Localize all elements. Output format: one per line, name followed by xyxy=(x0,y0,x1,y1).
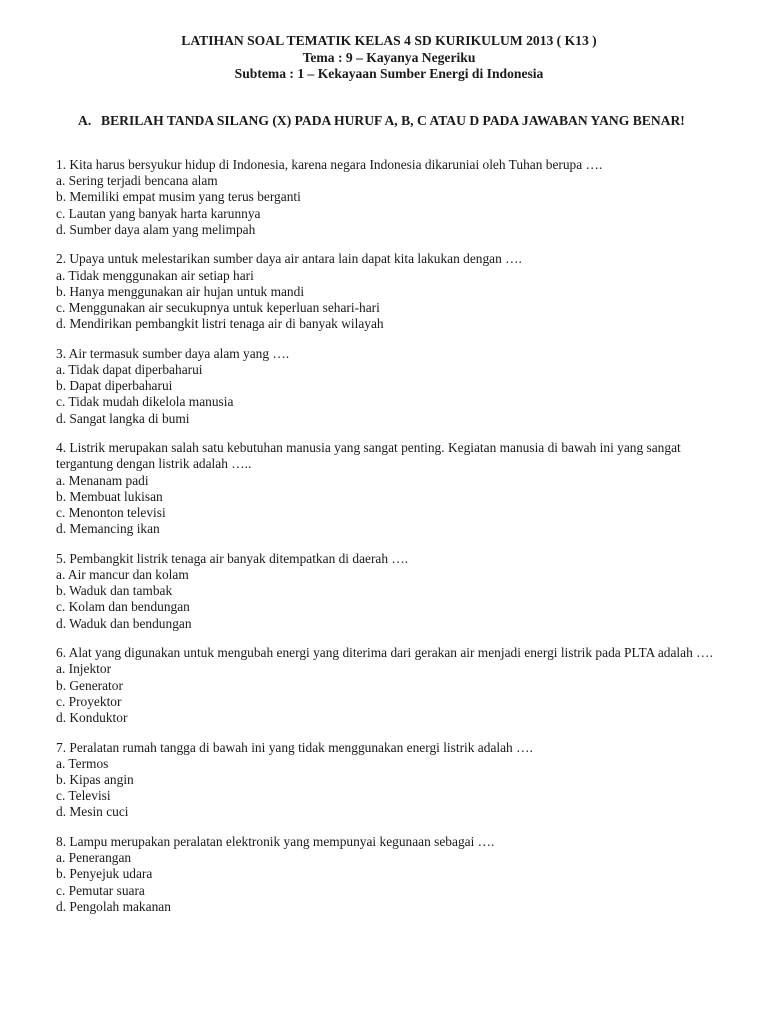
answer-option: c. Tidak mudah dikelola manusia xyxy=(56,394,234,410)
instruction-text: BERILAH TANDA SILANG (X) PADA HURUF A, B, C ATAU D PADA JAWABAN YANG BENAR! xyxy=(101,113,685,128)
answer-option: b. Dapat diperbaharui xyxy=(56,378,173,394)
answer-option: c. Proyektor xyxy=(56,693,122,709)
question-text: 3. Air termasuk sumber daya alam yang …. xyxy=(56,345,290,361)
answer-option: b. Hanya menggunakan air hujan untuk mandi xyxy=(56,283,305,299)
answer-option: a. Sering terjadi bencana alam xyxy=(56,173,218,189)
question-text: 5. Pembangkit listrik tenaga air banyak ditempatkan di daerah …. xyxy=(56,550,409,566)
answer-option: c. Lautan yang banyak harta karunnya xyxy=(56,205,261,221)
answer-option: c. Televisi xyxy=(56,788,111,804)
answer-option: c. Menonton televisi xyxy=(56,505,166,521)
answer-option: d. Mendirikan pembangkit listri tenaga air di banyak wilayah xyxy=(56,316,384,332)
subtheme-line: Subtema : 1 – Kekayaan Sumber Energi di Indonesia xyxy=(234,66,544,81)
question-3 xyxy=(56,346,726,427)
answer-option: a. Tidak menggunakan air setiap hari xyxy=(56,267,254,283)
answer-option: b. Memiliki empat musim yang terus berganti xyxy=(56,189,301,205)
answer-option: a. Air mancur dan kolam xyxy=(56,567,189,583)
answer-option: d. Pengolah makanan xyxy=(56,898,171,914)
answer-option: c. Pemutar suara xyxy=(56,882,145,898)
question-text: 1. Kita harus bersyukur hidup di Indonesia, karena negara Indonesia dikaruniai oleh Tuhan berupa …. xyxy=(56,157,603,172)
question-text: 6. Alat yang digunakan untuk mengubah energi yang diterima dari gerakan air menjadi energi listrik pada PLTA adalah …. xyxy=(56,645,713,661)
question-7 xyxy=(56,740,726,821)
answer-option: d. Sangat langka di bumi xyxy=(56,410,190,426)
answer-option: a. Injektor xyxy=(56,661,112,677)
question-4 xyxy=(56,440,726,537)
question-text: 8. Lampu merupakan peralatan elektronik yang mempunyai kegunaan sebagai …. xyxy=(56,834,495,850)
section-instruction xyxy=(78,112,718,129)
theme-line: Tema : 9 – Kayanya Negeriku xyxy=(302,49,476,65)
section-letter: A. xyxy=(78,113,92,128)
question-2 xyxy=(56,251,726,332)
answer-option: b. Kipas angin xyxy=(56,772,134,788)
question-text: 4. Listrik merupakan salah satu kebutuhan manusia yang sangat penting. Kegiatan manusia di bawah ini yang sangat tergantung dengan listrik adalah ….. xyxy=(56,440,681,472)
answer-option: d. Waduk dan bendungan xyxy=(56,615,192,631)
answer-option: b. Penyejuk udara xyxy=(56,866,153,882)
question-6 xyxy=(56,645,726,726)
answer-option: a. Tidak dapat diperbaharui xyxy=(56,362,203,378)
answer-option: d. Konduktor xyxy=(56,710,128,726)
answer-option: b. Generator xyxy=(56,677,123,693)
answer-option: d. Sumber daya alam yang melimpah xyxy=(56,221,256,237)
question-1 xyxy=(56,157,726,238)
document-title: LATIHAN SOAL TEMATIK KELAS 4 SD KURIKULUM 2013 ( K13 ) xyxy=(181,33,597,48)
document-header xyxy=(0,33,768,83)
answer-option: c. Menggunakan air secukupnya untuk keperluan sehari-hari xyxy=(56,300,380,316)
question-text: 7. Peralatan rumah tangga di bawah ini yang tidak menggunakan energi listrik adalah …. xyxy=(56,739,533,755)
answer-option: d. Mesin cuci xyxy=(56,804,129,820)
answer-option: d. Memancing ikan xyxy=(56,521,160,537)
answer-option: b. Membuat lukisan xyxy=(56,488,163,504)
answer-option: a. Penerangan xyxy=(56,850,132,866)
question-text: 2. Upaya untuk melestarikan sumber daya air antara lain dapat kita lakukan dengan …. xyxy=(56,251,522,267)
answer-option: a. Termos xyxy=(56,755,109,771)
question-list xyxy=(56,157,726,928)
answer-option: a. Menanam padi xyxy=(56,472,149,488)
question-8 xyxy=(56,834,726,915)
question-5 xyxy=(56,551,726,632)
answer-option: b. Waduk dan tambak xyxy=(56,583,173,599)
answer-option: c. Kolam dan bendungan xyxy=(56,599,190,615)
